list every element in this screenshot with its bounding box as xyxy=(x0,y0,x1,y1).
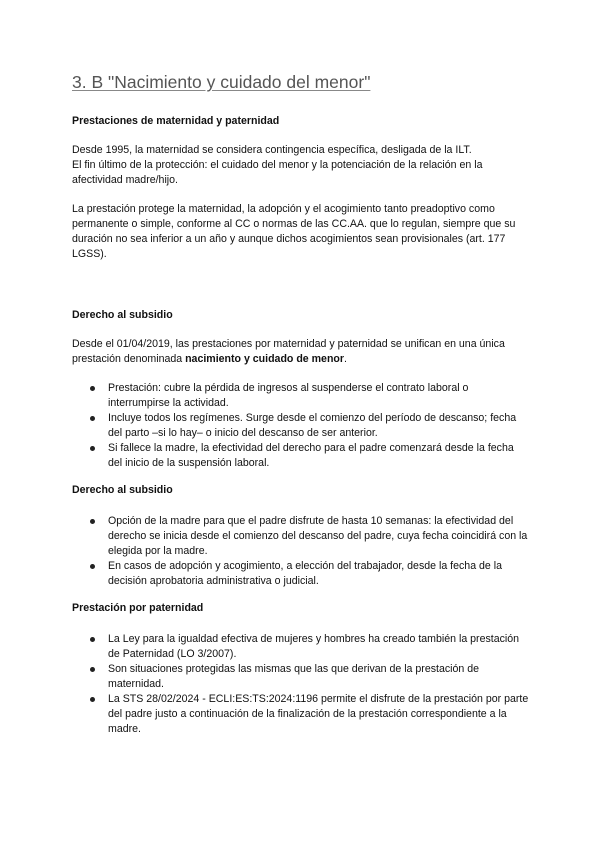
section-heading-derecho-subsidio-2: Derecho al subsidio xyxy=(72,484,173,496)
bullet-list-derecho-subsidio-1 xyxy=(72,381,530,471)
list-item: La Ley para la igualdad efectiva de mujeres y hombres ha creado también la prestación de Paternidad (LO 3/2007). xyxy=(72,632,530,662)
page-title: 3. B "Nacimiento y cuidado del menor" xyxy=(72,72,371,92)
section-heading-maternidad-paternidad: Prestaciones de maternidad y paternidad xyxy=(72,115,280,127)
text-period: . xyxy=(344,353,347,365)
text-nacimiento-cuidado-bold: nacimiento y cuidado de menor xyxy=(185,353,345,365)
text-unificacion: Desde el 01/04/2019, las prestaciones por maternidad y paternidad se unifican en una única prestación denominada xyxy=(72,338,505,365)
list-item: Si fallece la madre, la efectividad del derecho para el padre comenzará desde la fecha del inicio de la suspensión laboral. xyxy=(72,441,530,471)
list-item: Incluye todos los regímenes. Surge desde el comienzo del período de descanso; fecha del parto –si lo hay– o inicio del descanso de ser anterior. xyxy=(72,411,530,441)
list-item: Prestación: cubre la pérdida de ingresos al suspenderse el contrato laboral o interrumpirse la actividad. xyxy=(72,381,530,411)
bullet-list-prestacion-paternidad xyxy=(72,632,530,737)
list-item: La STS 28/02/2024 - ECLI:ES:TS:2024:1196 permite el disfrute de la prestación por parte del padre justo a continuación de la finalización de la prestación correspondiente a la madre. xyxy=(72,692,530,737)
paragraph-desde-1995: Desde 1995, la maternidad se considera contingencia específica, desligada de la ILT. xyxy=(72,144,472,156)
section-heading-derecho-subsidio-1: Derecho al subsidio xyxy=(72,309,173,321)
paragraph-fin-ultimo: El fin último de la protección: el cuidado del menor y la potenciación de la relación en la afectividad madre/hijo. xyxy=(72,159,483,186)
paragraph-unificacion-2019 xyxy=(72,337,530,367)
section-heading-prestacion-paternidad: Prestación por paternidad xyxy=(72,602,204,614)
list-item: Son situaciones protegidas las mismas que las que derivan de la prestación de maternidad. xyxy=(72,662,530,692)
list-item: En casos de adopción y acogimiento, a elección del trabajador, desde la fecha de la decisión aprobatoria administrativa o judicial. xyxy=(72,559,530,589)
paragraph-prestacion-protege: La prestación protege la maternidad, la adopción y el acogimiento tanto preadoptivo como permanente o simple, conforme al CC o normas de las CC.AA. que lo regulan, siempre que su duración no sea inferior a un año y aunque dichos acogimientos sean provisionales (art. 177 LGSS). xyxy=(72,203,516,260)
bullet-list-derecho-subsidio-2 xyxy=(72,514,530,589)
document-page xyxy=(72,70,530,737)
list-item: Opción de la madre para que el padre disfrute de hasta 10 semanas: la efectividad del derecho se inicia desde el comienzo del descanso del padre, cuya fecha coincidirá con la elegida por la madre. xyxy=(72,514,530,559)
